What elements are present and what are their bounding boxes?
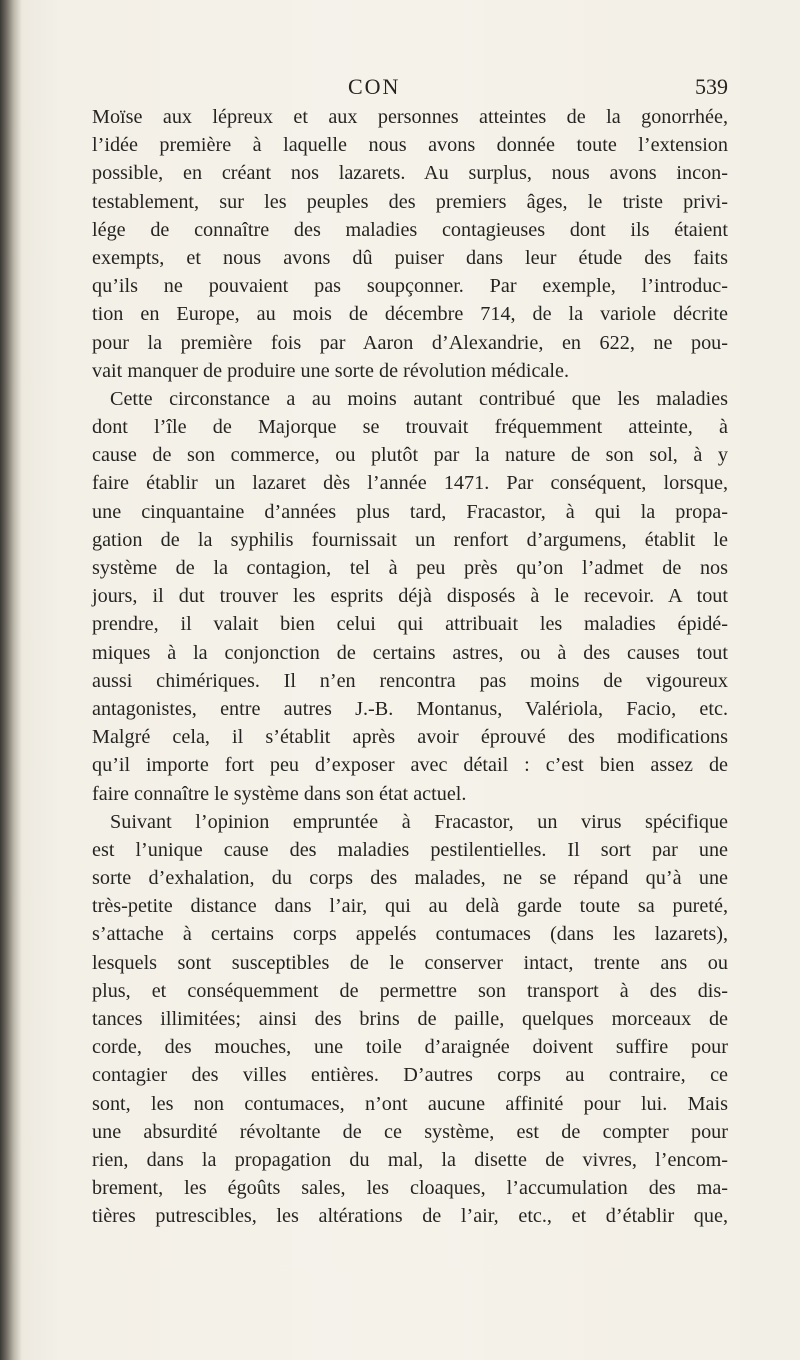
text-line: plus, et conséquemment de permettre son transport à des dis- bbox=[92, 979, 728, 1002]
text-line: dont l’île de Majorque se trouvait fréquemment atteinte, à bbox=[92, 416, 728, 439]
page-binding-edge bbox=[0, 0, 22, 1360]
text-line: faire établir un lazaret dès l’année 1471. Par conséquent, lorsque, bbox=[92, 472, 728, 495]
text-line: brement, les égoûts sales, les cloaques, l’accumulation des ma- bbox=[92, 1177, 728, 1200]
body-text bbox=[92, 103, 728, 1231]
text-line: tières putrescibles, les altérations de l’air, etc., et d’établir que, bbox=[92, 1205, 728, 1228]
text-line: cause de son commerce, ou plutôt par la nature de son sol, à y bbox=[92, 444, 728, 467]
text-line: système de la contagion, tel à peu près qu’on l’admet de nos bbox=[92, 557, 728, 579]
text-line: corde, des mouches, une toile d’araignée doivent suffire pour bbox=[92, 1036, 728, 1059]
text-line: Cette circonstance a au moins autant contribué que les maladies bbox=[110, 387, 728, 410]
text-line: tion en Europe, au mois de décembre 714, de la variole décrite bbox=[92, 303, 728, 326]
text-line: s’attache à certains corps appelés contumaces (dans les lazarets), bbox=[92, 923, 728, 946]
text-line: jours, il dut trouver les esprits déjà disposés à le recevoir. A tout bbox=[92, 585, 728, 608]
text-line: lége de connaître des maladies contagieuses dont ils étaient bbox=[92, 218, 728, 241]
text-line: Suivant l’opinion empruntée à Fracastor, un virus spécifique bbox=[110, 810, 728, 833]
text-line: prendre, il valait bien celui qui attribuait les maladies épidé- bbox=[92, 613, 728, 636]
text-line: exempts, et nous avons dû puiser dans leur étude des faits bbox=[92, 246, 728, 269]
text-line: sorte d’exhalation, du corps des malades, ne se répand qu’à une bbox=[92, 867, 728, 890]
text-line: faire connaître le système dans son état actuel. bbox=[92, 782, 467, 805]
text-line: sont, les non contumaces, n’ont aucune affinité pour lui. Mais bbox=[92, 1092, 728, 1115]
text-line: est l’unique cause des maladies pestilentielles. Il sort par une bbox=[92, 838, 728, 861]
text-line: qu’il importe fort peu d’exposer avec détail : c’est bien assez de bbox=[92, 754, 728, 777]
text-line: gation de la syphilis fournissait un renfort d’argumens, établit le bbox=[92, 528, 728, 551]
text-line: contagier des villes entières. D’autres corps au contraire, ce bbox=[92, 1064, 728, 1087]
text-line: possible, en créant nos lazarets. Au surplus, nous avons incon- bbox=[92, 162, 728, 185]
text-line: Moïse aux lépreux et aux personnes atteintes de la gonorrhée, bbox=[92, 106, 728, 128]
text-line: une absurdité révoltante de ce système, est de compter pour bbox=[92, 1120, 728, 1143]
text-line: l’idée première à laquelle nous avons donnée toute l’extension bbox=[92, 134, 728, 157]
text-line: rien, dans la propagation du mal, la disette de vivres, l’encom- bbox=[92, 1148, 728, 1171]
text-line: qu’ils ne pouvaient pas soupçonner. Par exemple, l’introduc- bbox=[92, 275, 728, 298]
text-line: tances illimitées; ainsi des brins de paille, quelques morceaux de bbox=[92, 1008, 728, 1030]
text-line: antagonistes, entre autres J.-B. Montanus, Valériola, Facio, etc. bbox=[92, 697, 728, 720]
text-line: pour la première fois par Aaron d’Alexandrie, en 622, ne pou- bbox=[92, 331, 728, 354]
running-head-title: CON bbox=[348, 74, 401, 99]
text-line: testablement, sur les peuples des premiers âges, le triste privi- bbox=[92, 190, 728, 213]
text-line: très-petite distance dans l’air, qui au delà garde toute sa pureté, bbox=[92, 895, 728, 918]
text-line: une cinquantaine d’années plus tard, Fracastor, à qui la propa- bbox=[92, 500, 728, 523]
text-line: lesquels sont susceptibles de le conserver intact, trente ans ou bbox=[92, 951, 728, 974]
text-line: aussi chimériques. Il n’en rencontra pas moins de vigoureux bbox=[92, 669, 728, 692]
running-head bbox=[92, 74, 728, 102]
text-line: vait manquer de produire une sorte de révolution médicale. bbox=[92, 359, 570, 382]
text-line: Malgré cela, il s’établit après avoir éprouvé des modifications bbox=[92, 726, 728, 749]
page-number: 539 bbox=[695, 74, 728, 99]
text-line: miques à la conjonction de certains astres, ou à des causes tout bbox=[92, 641, 728, 664]
